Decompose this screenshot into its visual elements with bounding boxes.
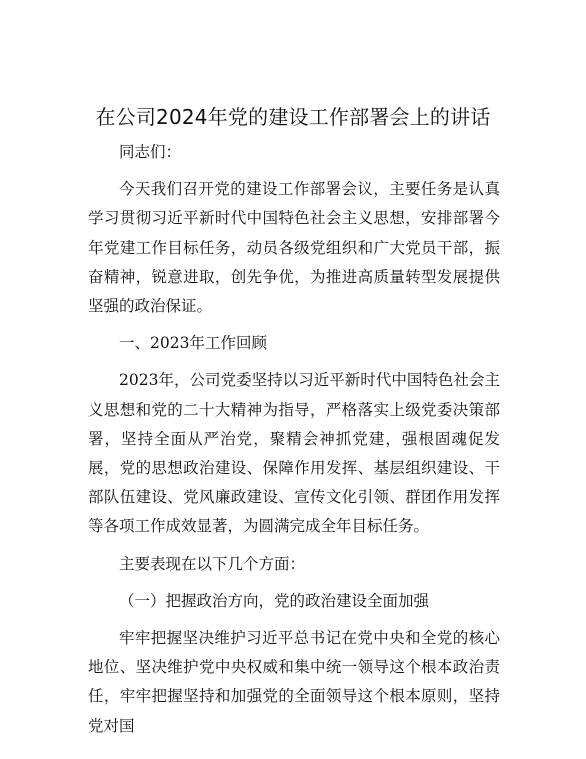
paragraph-aspects-intro: 主要表现在以下几个方面： [119,554,306,573]
paragraph-review: 2023年，公司党委坚持以习近平新时代中国特色社会主义思想和党的二十大精神为指导，严格落实上级党委决策部署，坚持全面从严治党，聚精会神抓党建，强根固魂促发展，党的思想政治建设、保障作用发挥、基层组织建设、干部队伍建设、党风廉政建设、宣传文化引领、群团作用发挥等各项工作成效显著，为圆满完成全年目标任务。 [88,371,500,536]
greeting: 同志们： [119,143,182,161]
subsection-heading-political: （一）把握政治方向，党的政治建设全面加强 [119,591,430,610]
document-body [88,138,500,749]
section-heading-review: 一、2023年工作回顾 [119,334,267,353]
paragraph-political: 牢牢把握坚决维护习近平总书记在党中央和全党的核心地位、坚决维护党中央权威和集中统一领导这个根本政治责任，牢牢把握坚持和加强党的全面领导这个根本原则，坚持党对国 [88,629,500,735]
paragraph-opening: 今天我们召开党的建设工作部署会议，主要任务是认真学习贯彻习近平新时代中国特色社会主义思想，安排部署今年党建工作目标任务，动员各级党组织和广大党员干部，振奋精神，锐意进取，创先争优，为推进高质量转型发展提供坚强的政治保证。 [88,180,500,316]
document-title: 在公司2024年党的建设工作部署会上的讲话 [95,105,491,129]
